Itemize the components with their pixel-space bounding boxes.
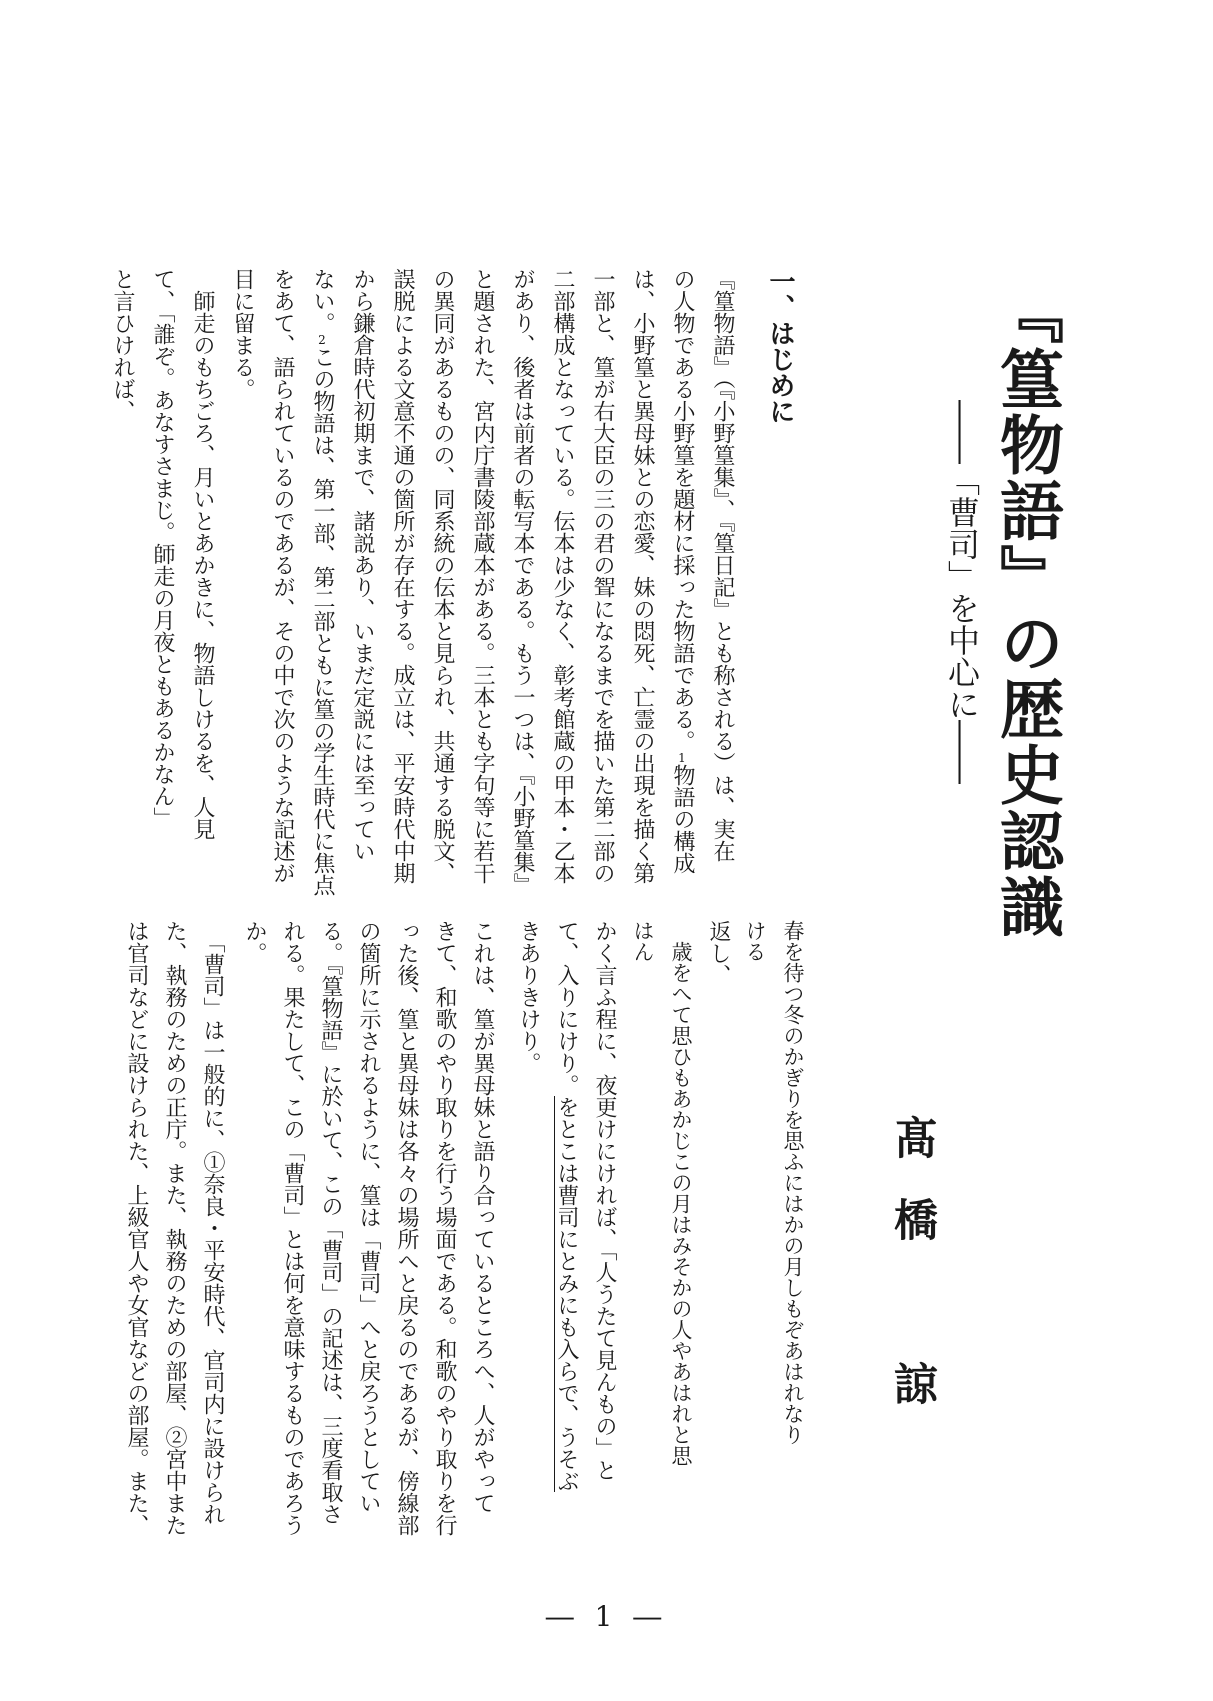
article-subtitle: ――「曹司」を中心に―― [943, 400, 981, 784]
poem-line-8: きありきけり。 [516, 920, 541, 1074]
poem-line-7: て、入りにけり。をとこは曹司にとみにも入らで、うそぶ [554, 920, 579, 1492]
author-name: 髙橋 諒 [886, 1115, 937, 1443]
body2-line-1: これは、篁が異母妹と語り合っているところへ、人がやって [470, 920, 495, 1514]
body-line-4: 一部と、篁が右大臣の三の君の聟になるまでを描いた第二部の [590, 268, 615, 884]
body-line-5: 二部構成となっている。伝本は少なく、彰考館蔵の甲本・乙本 [550, 268, 575, 884]
body2-line-7: か。 [242, 920, 267, 964]
poem-line-2: ける [743, 920, 767, 962]
poem-line-1: 春を待つ冬のかぎりを思ふにはかの月しもぞあはれなり [781, 920, 805, 1445]
body2-line-4: の箇所に示されるように、篁は「曹司」へと戻ろうとしてい [356, 920, 381, 1514]
quote-line-3: と言ひければ、 [110, 268, 135, 422]
body2-line-9: た、執務のための正庁。また、執務のための部屋、②宮中また [162, 920, 187, 1536]
body-line-9: 誤脱による文意不通の箇所が存在する。成立は、平安時代中期 [390, 268, 415, 884]
body2-line-10: は官司などに設けられた、上級官人や女官などの部屋。また、 [124, 920, 149, 1536]
body-line-6: があり、後者は前者の転写本である。もう一つは、『小野篁集』 [510, 268, 535, 895]
body-line-2: の人物である小野篁を題材に採った物語である。1物語の構成 [670, 268, 695, 874]
underlined-passage: をとこは曹司にとみにも入らで、うそぶ [554, 1096, 579, 1492]
quote-line-1: 師走のもちごろ、月いとあかきに、物語しけるを、人見 [190, 268, 215, 840]
body2-line-2: きて、和歌のやり取りを行う場面である。和歌のやり取りを行 [432, 920, 457, 1536]
poem-line-4: 歳をへて思ひもあかじこの月はみそかの人やあはれと思 [669, 920, 693, 1466]
article-title: 『篁物語』の歴史認識 [989, 280, 1064, 940]
footnote-ref-2: 2 [318, 334, 326, 346]
section-heading: 一、はじめに [765, 268, 795, 424]
poem-line-3: 返し、 [706, 920, 731, 986]
body-line-13: 目に留まる。 [230, 268, 255, 400]
body-line-3: は、小野篁と異母妹との恋愛、妹の悶死、亡霊の出現を描く第 [630, 268, 655, 884]
quote-line-2: て、「誰ぞ。あなすさまじ。師走の月夜ともあるかなん」 [150, 268, 175, 829]
body-line-11: ない。2この物語は、第一部、第二部ともに篁の学生時代に焦点 [310, 268, 335, 896]
body2-line-5: る。『篁物語』に於いて、この「曹司」の記述は、三度看取さ [318, 920, 343, 1525]
poem-line-5: はん [631, 920, 655, 962]
body2-line-6: れる。果たして、この「曹司」とは何を意味するものであろう [280, 920, 305, 1536]
body-line-8: の異同があるものの、同系統の伝本と見られ、共通する脱文、 [430, 268, 455, 884]
body2-line-8: 「曹司」は一般的に、①奈良・平安時代、官司内に設けられ [200, 920, 225, 1525]
body-line-1: 『篁物語』（『小野篁集』、『篁日記』とも称される）は、実在 [710, 268, 735, 862]
body-line-12: をあて、語られているのであるが、その中で次のような記述が [270, 268, 295, 884]
body-line-10: から鎌倉時代初期まで、諸説あり、いまだ定説には至ってい [350, 268, 375, 862]
poem-line-6: かく言ふ程に、夜更けにければ、「人うたて見んもの」と [592, 920, 617, 1481]
page-number: ― 1 ― [545, 1600, 668, 1633]
footnote-ref-1: 1 [678, 752, 686, 764]
body-line-7: と題された、宮内庁書陵部蔵本がある。三本とも字句等に若干 [470, 268, 495, 884]
body2-line-3: った後、篁と異母妹は各々の場所へと戻るのであるが、傍線部 [394, 920, 419, 1536]
